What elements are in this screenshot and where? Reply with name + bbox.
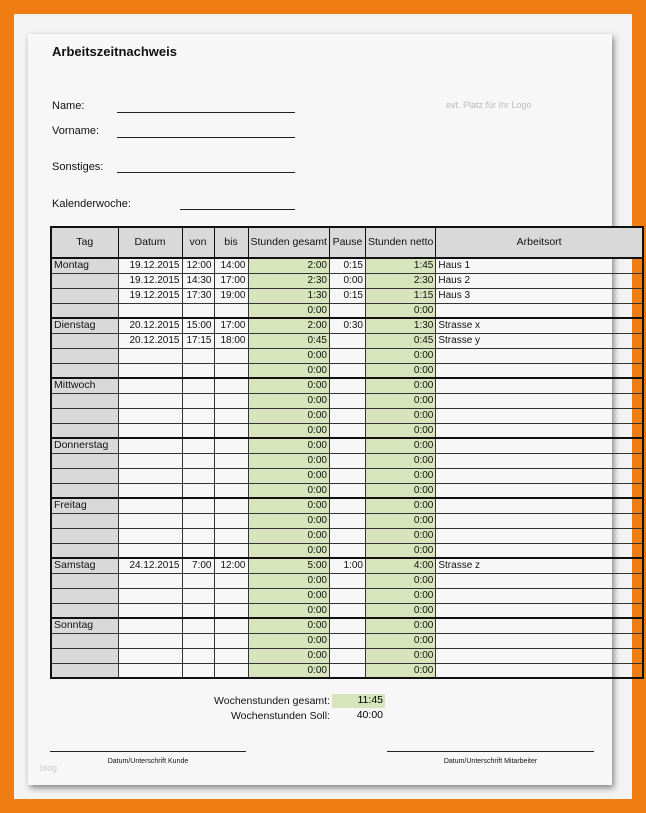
cell-stunden-gesamt[interactable]: 2:00 (248, 258, 329, 273)
cell-arbeitsort[interactable]: Haus 1 (436, 258, 643, 273)
cell-stunden-gesamt[interactable]: 0:00 (248, 513, 329, 528)
cell-stunden-netto[interactable]: 0:00 (365, 543, 435, 558)
cell-datum[interactable] (118, 408, 182, 423)
cell-stunden-netto[interactable]: 0:00 (365, 513, 435, 528)
day-cell (51, 588, 118, 603)
cell-arbeitsort[interactable] (436, 378, 643, 393)
table-row (51, 273, 643, 288)
cell-datum[interactable]: 19.12.2015 (118, 288, 182, 303)
cell-arbeitsort[interactable] (436, 363, 643, 378)
weekly-total-value: 11:45 (332, 694, 385, 708)
cell-bis[interactable] (214, 483, 248, 498)
table-row (51, 348, 643, 363)
cell-pause[interactable] (329, 618, 365, 633)
vorname-label: Vorname: (52, 125, 100, 137)
column-header: Datum (118, 227, 182, 258)
cell-stunden-gesamt[interactable]: 0:00 (248, 588, 329, 603)
cell-stunden-gesamt[interactable]: 0:00 (248, 378, 329, 393)
weekly-target-label: Wochenstunden Soll: (230, 710, 330, 722)
cell-arbeitsort[interactable] (436, 408, 643, 423)
cell-von[interactable] (182, 588, 214, 603)
day-cell (51, 303, 118, 318)
cell-stunden-gesamt[interactable]: 0:00 (248, 543, 329, 558)
weekly-total-label: Wochenstunden gesamt: (214, 695, 330, 707)
cell-datum[interactable] (118, 513, 182, 528)
cell-pause[interactable] (329, 588, 365, 603)
cell-stunden-gesamt[interactable]: 0:00 (248, 633, 329, 648)
cell-von[interactable] (182, 423, 214, 438)
day-cell: Dienstag (51, 318, 118, 333)
day-cell (51, 453, 118, 468)
cell-bis[interactable] (214, 363, 248, 378)
table-row (51, 603, 643, 618)
cell-von[interactable] (182, 303, 214, 318)
cell-pause[interactable] (329, 633, 365, 648)
cell-arbeitsort[interactable] (436, 663, 643, 678)
cell-bis[interactable] (214, 348, 248, 363)
cell-pause[interactable]: 0:15 (329, 288, 365, 303)
signature-label-mitarbeiter: Datum/Unterschrift Mitarbeiter (443, 758, 538, 765)
cell-pause[interactable]: 1:00 (329, 558, 365, 573)
cell-von[interactable] (182, 393, 214, 408)
signature-line-kunde[interactable] (50, 751, 246, 752)
cell-datum[interactable]: 20.12.2015 (118, 333, 182, 348)
cell-bis[interactable] (214, 438, 248, 453)
cell-pause[interactable] (329, 483, 365, 498)
cell-stunden-netto[interactable]: 2:30 (365, 273, 435, 288)
cell-stunden-netto[interactable]: 0:00 (365, 303, 435, 318)
day-cell (51, 543, 118, 558)
cell-bis[interactable]: 12:00 (214, 558, 248, 573)
cell-stunden-gesamt[interactable]: 0:00 (248, 348, 329, 363)
cell-stunden-gesamt[interactable]: 0:00 (248, 528, 329, 543)
day-cell (51, 363, 118, 378)
table-row (51, 618, 643, 633)
column-header: Stunden gesamt (248, 227, 329, 258)
cell-pause[interactable]: 0:00 (329, 273, 365, 288)
cell-stunden-netto[interactable]: 0:00 (365, 498, 435, 513)
table-row (51, 588, 643, 603)
table-row (51, 333, 643, 348)
watermark: blog (40, 763, 58, 773)
name-field[interactable] (117, 112, 295, 113)
name-label: Name: (52, 100, 85, 112)
cell-pause[interactable] (329, 423, 365, 438)
cell-stunden-gesamt[interactable]: 0:00 (248, 483, 329, 498)
sonstiges-label: Sonstiges: (52, 161, 104, 173)
cell-stunden-gesamt[interactable]: 0:00 (248, 363, 329, 378)
cell-von[interactable] (182, 348, 214, 363)
cell-arbeitsort[interactable] (436, 588, 643, 603)
cell-arbeitsort[interactable] (436, 438, 643, 453)
cell-arbeitsort[interactable] (436, 513, 643, 528)
cell-stunden-netto[interactable]: 1:15 (365, 288, 435, 303)
cell-stunden-netto[interactable]: 1:45 (365, 258, 435, 273)
cell-datum[interactable]: 24.12.2015 (118, 558, 182, 573)
cell-stunden-netto[interactable]: 0:00 (365, 483, 435, 498)
column-header: von (182, 227, 214, 258)
cell-von[interactable] (182, 663, 214, 678)
cell-datum[interactable]: 19.12.2015 (118, 258, 182, 273)
day-cell (51, 573, 118, 588)
cell-stunden-gesamt[interactable]: 0:00 (248, 648, 329, 663)
cell-arbeitsort[interactable]: Strasse z (436, 558, 643, 573)
weekly-target-value: 40:00 (356, 709, 383, 721)
cell-pause[interactable] (329, 468, 365, 483)
cell-stunden-netto[interactable]: 0:00 (365, 348, 435, 363)
document-title: Arbeitszeitnachweis (52, 44, 177, 59)
cell-datum[interactable]: 20.12.2015 (118, 318, 182, 333)
cell-stunden-gesamt[interactable]: 0:00 (248, 453, 329, 468)
cell-stunden-netto[interactable]: 0:00 (365, 633, 435, 648)
cell-stunden-netto[interactable]: 0:00 (365, 423, 435, 438)
cell-datum[interactable] (118, 573, 182, 588)
cell-stunden-gesamt[interactable]: 0:45 (248, 333, 329, 348)
cell-arbeitsort[interactable]: Strasse y (436, 333, 643, 348)
cell-stunden-gesamt[interactable]: 0:00 (248, 618, 329, 633)
table-row (51, 303, 643, 318)
cell-arbeitsort[interactable] (436, 498, 643, 513)
cell-arbeitsort[interactable] (436, 303, 643, 318)
cell-stunden-gesamt[interactable]: 0:00 (248, 603, 329, 618)
day-cell: Donnerstag (51, 438, 118, 453)
cell-pause[interactable] (329, 393, 365, 408)
cell-pause[interactable] (329, 513, 365, 528)
cell-datum[interactable] (118, 528, 182, 543)
cell-arbeitsort[interactable]: Strasse x (436, 318, 643, 333)
table-row (51, 408, 643, 423)
cell-von[interactable] (182, 498, 214, 513)
cell-stunden-netto[interactable]: 0:00 (365, 468, 435, 483)
cell-datum[interactable] (118, 543, 182, 558)
vorname-field[interactable] (117, 137, 295, 138)
cell-bis[interactable] (214, 528, 248, 543)
cell-bis[interactable] (214, 543, 248, 558)
cell-pause[interactable] (329, 453, 365, 468)
table-row (51, 423, 643, 438)
table-row (51, 498, 643, 513)
cell-arbeitsort[interactable]: Haus 2 (436, 273, 643, 288)
day-cell (51, 408, 118, 423)
cell-stunden-netto[interactable]: 0:00 (365, 648, 435, 663)
cell-arbeitsort[interactable] (436, 348, 643, 363)
cell-stunden-netto[interactable]: 0:00 (365, 573, 435, 588)
cell-von[interactable] (182, 528, 214, 543)
table-row (51, 393, 643, 408)
cell-stunden-netto[interactable]: 0:00 (365, 603, 435, 618)
cell-datum[interactable] (118, 663, 182, 678)
cell-bis[interactable]: 18:00 (214, 333, 248, 348)
cell-pause[interactable] (329, 408, 365, 423)
cell-pause[interactable] (329, 438, 365, 453)
cell-arbeitsort[interactable] (436, 603, 643, 618)
cell-pause[interactable] (329, 333, 365, 348)
table-row (51, 453, 643, 468)
cell-arbeitsort[interactable] (436, 528, 643, 543)
cell-bis[interactable] (214, 588, 248, 603)
table-row (51, 468, 643, 483)
day-cell (51, 633, 118, 648)
cell-von[interactable] (182, 468, 214, 483)
cell-stunden-netto[interactable]: 0:00 (365, 393, 435, 408)
cell-datum[interactable] (118, 378, 182, 393)
cell-bis[interactable] (214, 513, 248, 528)
day-cell (51, 393, 118, 408)
cell-stunden-netto[interactable]: 0:00 (365, 618, 435, 633)
cell-arbeitsort[interactable] (436, 573, 643, 588)
cell-bis[interactable]: 14:00 (214, 258, 248, 273)
cell-von[interactable] (182, 438, 214, 453)
cell-von[interactable] (182, 378, 214, 393)
cell-stunden-gesamt[interactable]: 0:00 (248, 498, 329, 513)
column-header: bis (214, 227, 248, 258)
table-row (51, 363, 643, 378)
cell-von[interactable]: 12:00 (182, 258, 214, 273)
cell-datum[interactable] (118, 348, 182, 363)
cell-von[interactable] (182, 618, 214, 633)
cell-von[interactable] (182, 513, 214, 528)
cell-stunden-netto[interactable]: 0:00 (365, 378, 435, 393)
cell-stunden-gesamt[interactable]: 0:00 (248, 393, 329, 408)
cell-stunden-gesamt[interactable]: 2:30 (248, 273, 329, 288)
cell-stunden-netto[interactable]: 0:00 (365, 663, 435, 678)
day-cell (51, 603, 118, 618)
day-cell: Mittwoch (51, 378, 118, 393)
day-cell: Sonntag (51, 618, 118, 633)
cell-datum[interactable] (118, 468, 182, 483)
cell-arbeitsort[interactable] (436, 483, 643, 498)
cell-stunden-netto[interactable]: 1:30 (365, 318, 435, 333)
cell-arbeitsort[interactable] (436, 618, 643, 633)
cell-datum[interactable] (118, 588, 182, 603)
table-row (51, 483, 643, 498)
cell-stunden-netto[interactable]: 0:00 (365, 588, 435, 603)
cell-von[interactable] (182, 603, 214, 618)
cell-bis[interactable] (214, 663, 248, 678)
cell-von[interactable] (182, 543, 214, 558)
cell-bis[interactable] (214, 303, 248, 318)
day-cell (51, 333, 118, 348)
cell-stunden-gesamt[interactable]: 0:00 (248, 573, 329, 588)
cell-bis[interactable] (214, 423, 248, 438)
cell-datum[interactable] (118, 393, 182, 408)
cell-datum[interactable] (118, 483, 182, 498)
cell-bis[interactable] (214, 573, 248, 588)
table-row (51, 318, 643, 333)
cell-pause[interactable] (329, 573, 365, 588)
day-cell (51, 468, 118, 483)
cell-stunden-netto[interactable]: 0:00 (365, 453, 435, 468)
cell-arbeitsort[interactable]: Haus 3 (436, 288, 643, 303)
day-cell (51, 288, 118, 303)
day-cell: Montag (51, 258, 118, 273)
cell-stunden-gesamt[interactable]: 0:00 (248, 408, 329, 423)
column-header: Stunden netto (365, 227, 435, 258)
cell-von[interactable]: 14:30 (182, 273, 214, 288)
cell-von[interactable]: 17:30 (182, 288, 214, 303)
cell-datum[interactable] (118, 363, 182, 378)
cell-stunden-gesamt[interactable]: 1:30 (248, 288, 329, 303)
table-row (51, 528, 643, 543)
cell-stunden-gesamt[interactable]: 0:00 (248, 423, 329, 438)
cell-stunden-gesamt[interactable]: 0:00 (248, 663, 329, 678)
cell-pause[interactable] (329, 648, 365, 663)
cell-bis[interactable] (214, 498, 248, 513)
cell-arbeitsort[interactable] (436, 543, 643, 558)
cell-bis[interactable]: 17:00 (214, 318, 248, 333)
cell-stunden-gesamt[interactable]: 2:00 (248, 318, 329, 333)
table-row (51, 633, 643, 648)
cell-bis[interactable] (214, 618, 248, 633)
cell-von[interactable] (182, 363, 214, 378)
cell-arbeitsort[interactable] (436, 393, 643, 408)
cell-von[interactable] (182, 633, 214, 648)
cell-arbeitsort[interactable] (436, 648, 643, 663)
table-row (51, 663, 643, 678)
cell-von[interactable] (182, 453, 214, 468)
day-cell (51, 513, 118, 528)
cell-stunden-netto[interactable]: 0:45 (365, 333, 435, 348)
cell-von[interactable]: 7:00 (182, 558, 214, 573)
cell-pause[interactable] (329, 498, 365, 513)
sonstiges-field[interactable] (117, 172, 295, 173)
cell-stunden-netto[interactable]: 0:00 (365, 438, 435, 453)
cell-datum[interactable] (118, 303, 182, 318)
cell-pause[interactable] (329, 663, 365, 678)
table-row (51, 648, 643, 663)
cell-stunden-netto[interactable]: 0:00 (365, 408, 435, 423)
day-cell: Freitag (51, 498, 118, 513)
cell-arbeitsort[interactable] (436, 468, 643, 483)
cell-bis[interactable] (214, 603, 248, 618)
day-cell (51, 423, 118, 438)
timesheet-table (50, 226, 644, 679)
day-cell (51, 528, 118, 543)
table-row (51, 438, 643, 453)
cell-bis[interactable] (214, 468, 248, 483)
cell-pause[interactable] (329, 348, 365, 363)
cell-datum[interactable]: 19.12.2015 (118, 273, 182, 288)
cell-bis[interactable] (214, 633, 248, 648)
cell-pause[interactable] (329, 528, 365, 543)
cell-bis[interactable] (214, 378, 248, 393)
cell-pause[interactable]: 0:30 (329, 318, 365, 333)
day-cell (51, 348, 118, 363)
cell-stunden-gesamt[interactable]: 0:00 (248, 303, 329, 318)
cell-stunden-gesamt[interactable]: 5:00 (248, 558, 329, 573)
cell-bis[interactable] (214, 453, 248, 468)
cell-stunden-netto[interactable]: 4:00 (365, 558, 435, 573)
table-row (51, 543, 643, 558)
column-header: Arbeitsort (436, 227, 643, 258)
day-cell (51, 663, 118, 678)
cell-datum[interactable] (118, 618, 182, 633)
day-cell (51, 648, 118, 663)
cell-von[interactable]: 15:00 (182, 318, 214, 333)
cell-datum[interactable] (118, 603, 182, 618)
cell-bis[interactable]: 19:00 (214, 288, 248, 303)
signature-line-mitarbeiter[interactable] (387, 751, 594, 752)
cell-von[interactable] (182, 483, 214, 498)
table-row (51, 513, 643, 528)
cell-pause[interactable] (329, 543, 365, 558)
cell-von[interactable] (182, 408, 214, 423)
logo-placeholder: evt. Platz für Ihr Logo (446, 100, 532, 110)
cell-datum[interactable] (118, 633, 182, 648)
cell-bis[interactable] (214, 393, 248, 408)
cell-pause[interactable]: 0:15 (329, 258, 365, 273)
cell-von[interactable]: 17:15 (182, 333, 214, 348)
cell-pause[interactable] (329, 603, 365, 618)
day-cell: Samstag (51, 558, 118, 573)
cell-pause[interactable] (329, 363, 365, 378)
table-row (51, 573, 643, 588)
cell-datum[interactable] (118, 438, 182, 453)
cell-arbeitsort[interactable] (436, 633, 643, 648)
cell-datum[interactable] (118, 453, 182, 468)
cell-bis[interactable] (214, 648, 248, 663)
cell-bis[interactable]: 17:00 (214, 273, 248, 288)
cell-datum[interactable] (118, 648, 182, 663)
cell-stunden-netto[interactable]: 0:00 (365, 363, 435, 378)
signature-label-kunde: Datum/Unterschrift Kunde (107, 758, 189, 765)
cell-stunden-netto[interactable]: 0:00 (365, 528, 435, 543)
column-header: Pause (329, 227, 365, 258)
cell-pause[interactable] (329, 378, 365, 393)
kalenderwoche-field[interactable] (180, 209, 295, 210)
cell-bis[interactable] (214, 408, 248, 423)
table-row (51, 288, 643, 303)
cell-arbeitsort[interactable] (436, 423, 643, 438)
cell-pause[interactable] (329, 303, 365, 318)
cell-datum[interactable] (118, 423, 182, 438)
cell-von[interactable] (182, 648, 214, 663)
cell-von[interactable] (182, 573, 214, 588)
day-cell (51, 483, 118, 498)
cell-arbeitsort[interactable] (436, 453, 643, 468)
column-header: Tag (51, 227, 118, 258)
table-row (51, 378, 643, 393)
day-cell (51, 273, 118, 288)
table-row (51, 258, 643, 273)
cell-stunden-gesamt[interactable]: 0:00 (248, 438, 329, 453)
kalenderwoche-label: Kalenderwoche: (52, 198, 131, 210)
cell-stunden-gesamt[interactable]: 0:00 (248, 468, 329, 483)
table-row (51, 558, 643, 573)
cell-datum[interactable] (118, 498, 182, 513)
